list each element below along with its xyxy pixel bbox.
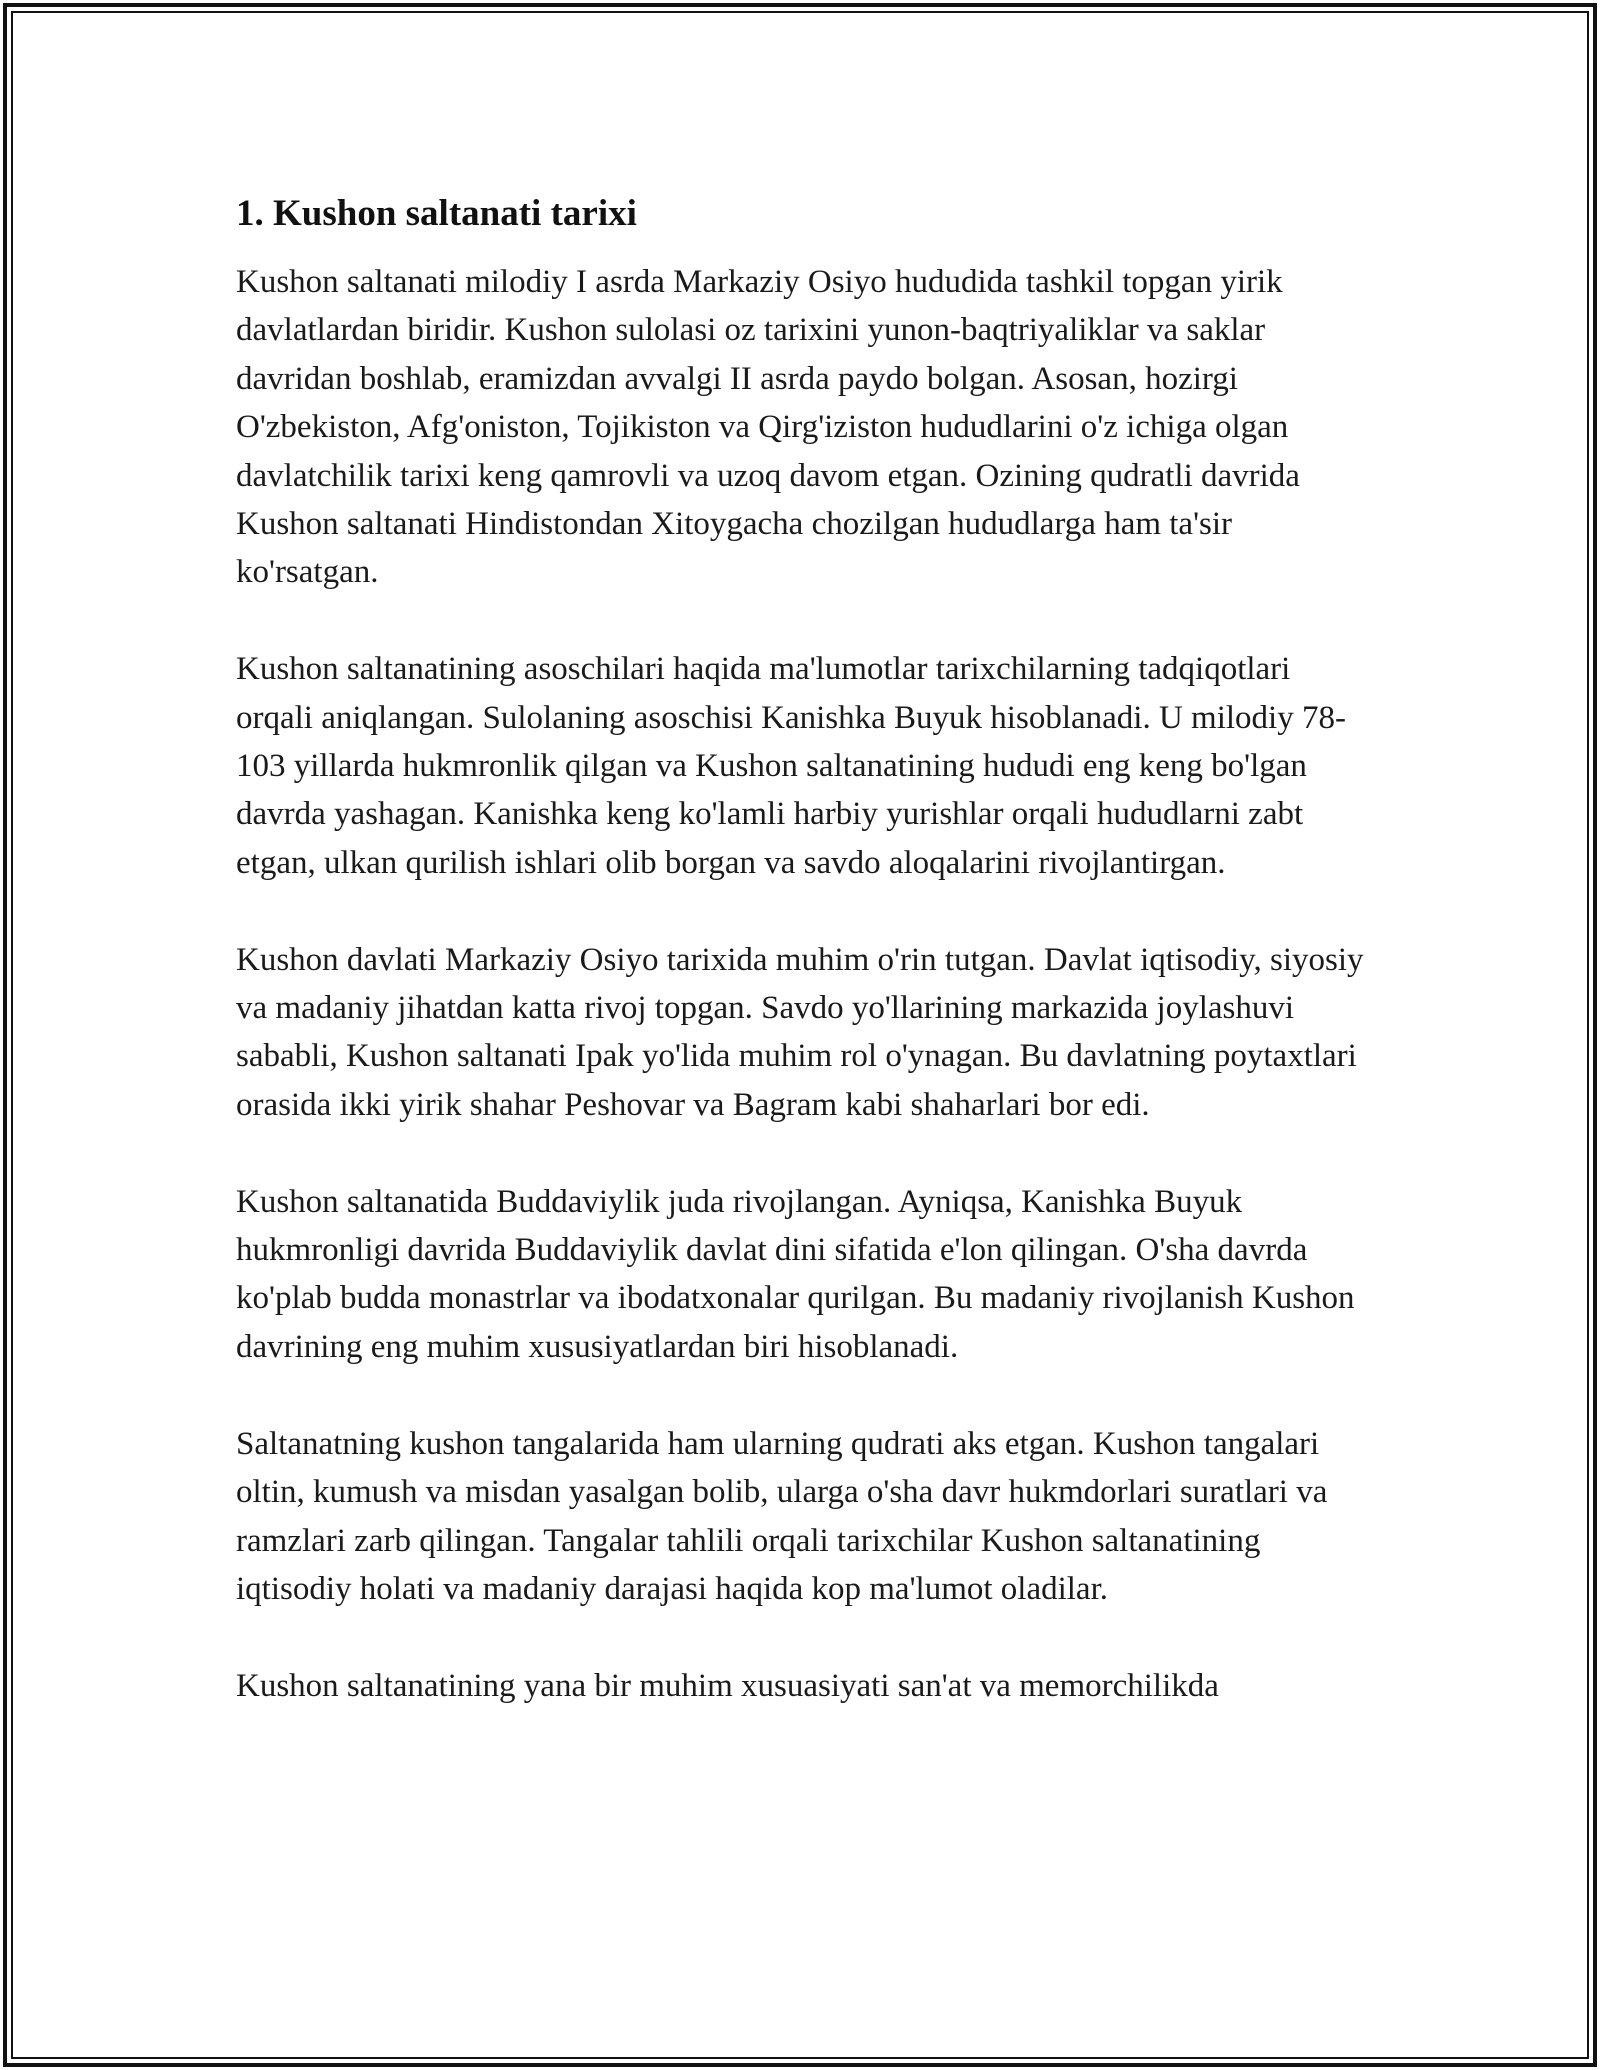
paragraph-4: Kushon saltanatida Buddaviylik juda rivojlangan. Ayniqsa, Kanishka Buyuk hukmronligi davrida Buddaviylik davlat dini sifatida e'lon qilingan. O'sha davrda ko'plab budda monastrlar va ibodatxonalar qurilgan. Bu madaniy rivojlanish Kushon davrining eng muhim xususiyatlardan biri hisoblanadi. [236, 1183, 1355, 1365]
paragraph-1: Kushon saltanati milodiy I asrda Markaziy Osiyo hududida tashkil topgan yirik davlatlardan biridir. Kushon sulolasi oz tarixini yunon-baqtriyaliklar va saklar davridan boshlab, eramizdan avvalgi II asrda paydo bolgan. Asosan, hozirgi O'zbekiston, Afg'oniston, Tojikiston va Qirg'iziston hududlarini o'z ichiga olgan davlatchilik tarixi keng qamrovli va uzoq davom etgan. Ozining qudratli davrida Kushon saltanati Hindistondan Xitoygacha chozilgan hududlarga ham ta'sir ko'rsatgan. [236, 264, 1300, 591]
document-page [236, 186, 1370, 1710]
section-heading: 1. Kushon saltanati tarixi [236, 193, 637, 234]
paragraph-2: Kushon saltanatining asoschilari haqida ma'lumotlar tarixchilarning tadqiqotlari orqali aniqlangan. Sulolaning asoschisi Kanishka Buyuk hisoblanadi. U milodiy 78-103 yillarda hukmronlik qilgan va Kushon saltanatining hududi eng keng bo'lgan davrda yashagan. Kanishka keng ko'lamli harbiy yurishlar orqali hududlarni zabt etgan, ulkan qurilish ishlari olib borgan va savdo aloqalarini rivojlantirgan. [236, 651, 1346, 881]
paragraph-3: Kushon davlati Markaziy Osiyo tarixida muhim o'rin tutgan. Davlat iqtisodiy, siyosiy va madaniy jihatdan katta rivoj topgan. Savdo yo'llarining markazida joylashuvi sababli, Kushon saltanati Ipak yo'lida muhim rol o'ynagan. Bu davlatning poytaxtlari orasida ikki yirik shahar Peshovar va Bagram kabi shaharlari bor edi. [236, 941, 1364, 1123]
paragraph-5: Saltanatning kushon tangalarida ham ularning qudrati aks etgan. Kushon tangalari oltin, kumush va misdan yasalgan bolib, ularga o'sha davr hukmdorlari suratlari va ramzlari zarb qilingan. Tangalar tahlili orqali tarixchilar Kushon saltanatining iqtisodiy holati va madaniy darajasi haqida kop ma'lumot oladilar. [236, 1425, 1328, 1607]
paragraph-6: Kushon saltanatining yana bir muhim xusuasiyati san'at va memorchilikda [236, 1667, 1219, 1704]
